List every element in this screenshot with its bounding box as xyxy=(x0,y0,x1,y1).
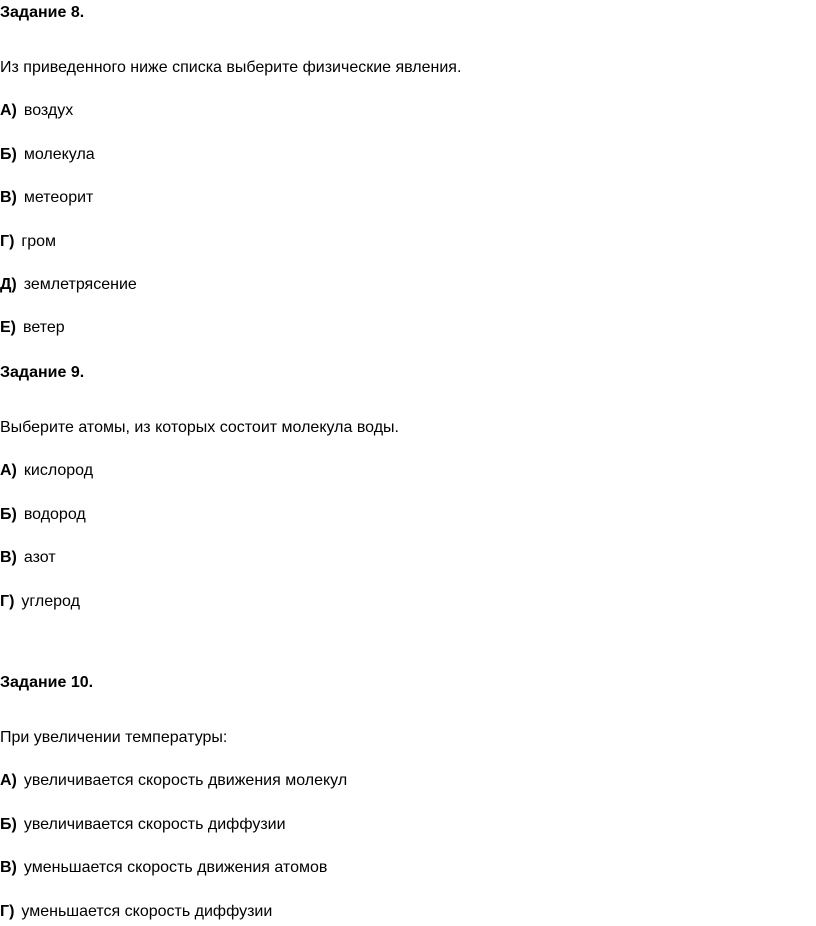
option-text: метеорит xyxy=(23,189,94,206)
option-text: землетрясение xyxy=(23,276,137,293)
option-letter: А) xyxy=(0,102,17,119)
task10-option-b xyxy=(0,815,286,835)
task9-question: Выберите атомы, из которых состоит молекула воды. xyxy=(0,419,399,436)
option-letter: Г) xyxy=(0,903,15,920)
task10-option-c xyxy=(0,858,327,878)
option-text: увеличивается скорость движения молекул xyxy=(23,772,348,789)
option-text: азот xyxy=(23,549,56,566)
task8-question: Из приведенного ниже списка выберите физические явления. xyxy=(0,59,462,76)
option-letter: Д) xyxy=(0,276,17,293)
option-letter: А) xyxy=(0,772,17,789)
option-text: углерод xyxy=(21,593,80,610)
option-text: уменьшается скорость движения атомов xyxy=(23,859,328,876)
option-text: молекула xyxy=(23,146,95,163)
task10-option-a xyxy=(0,771,347,791)
task8-option-d xyxy=(0,232,56,252)
task10-option-d xyxy=(0,902,272,922)
option-letter: В) xyxy=(0,859,17,876)
option-text: ветер xyxy=(23,319,65,336)
task9-title: Задание 9. xyxy=(0,364,85,381)
option-text: увеличивается скорость диффузии xyxy=(23,816,286,833)
task9-option-a xyxy=(0,461,93,481)
option-letter: Б) xyxy=(0,506,17,523)
task8-option-c xyxy=(0,188,93,208)
task8-option-f xyxy=(0,318,65,338)
task10-question: При увеличении температуры: xyxy=(0,729,228,746)
option-letter: Г) xyxy=(0,593,15,610)
task10-title: Задание 10. xyxy=(0,674,94,691)
task8-option-e xyxy=(0,275,137,295)
option-letter: Г) xyxy=(0,233,15,250)
option-letter: Е) xyxy=(0,319,16,336)
task9-option-d xyxy=(0,592,80,612)
option-letter: А) xyxy=(0,462,17,479)
task8-option-a xyxy=(0,101,73,121)
option-letter: Б) xyxy=(0,146,17,163)
option-text: водород xyxy=(23,506,86,523)
option-text: гром xyxy=(21,233,57,250)
task8-option-b xyxy=(0,145,95,165)
task9-option-b xyxy=(0,505,86,525)
option-letter: Б) xyxy=(0,816,17,833)
task8-title: Задание 8. xyxy=(0,4,85,21)
option-text: воздух xyxy=(23,102,74,119)
option-text: уменьшается скорость диффузии xyxy=(21,903,273,920)
option-letter: В) xyxy=(0,549,17,566)
option-text: кислород xyxy=(23,462,94,479)
option-letter: В) xyxy=(0,189,17,206)
task9-option-c xyxy=(0,548,56,568)
